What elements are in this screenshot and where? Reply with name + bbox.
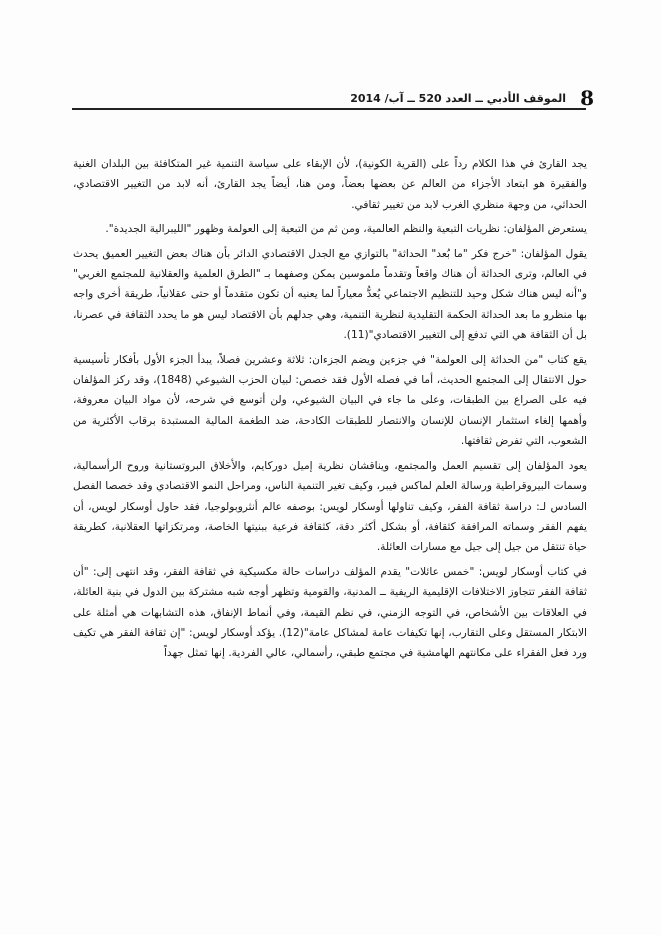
paragraph: يعود المؤلفان إلى تقسيم العمل والمجتمع، ويناقشان نظرية إميل دوركايم، والأخلاق البروتستانية وروح الرأسمالية، وسمات البيروقراطية ورسالة العلم لماكس فيبر، وكيف تغير التنمية الناس، ومراحل النمو الاقتصادي وقد خصصا الفصل السادس لـ: دراسة ثقافة الفقر، وكيف تناولها أوسكار لويس: بوصفه عالم أنثروبولوجيا، فقد حاول أوسكار لويس، أن يفهم الفقر وسماته المرافقة كثقافة، أو بشكل أكثر دقة، كثقافة فرعية ببنيتها الخاصة، ومرتكزاتها العقلانية، كطريقة حياة تنتقل من جيل إلى جيل مع مسارات العائلة. (73, 459, 587, 554)
page-number: 8 (580, 86, 594, 110)
paragraph: يقع كتاب "من الحداثة إلى العولمة" في جزءين ويضم الجزءان: ثلاثة وعشرين فصلاً، يبدأ الجزء الأول بأفكار تأسيسية حول الانتقال إلى المجتمع الحديث، أما في فصله الأول فقد خصص: لبيان الحزب الشيوعي (1848)، وقد ركز المؤلفان فيه على الصراع بين الطبقات، وعلى ما جاء في البيان الشيوعي، ولن أتوسع في شرحه، لأن مواد البيان معروفة، وأهمها إلغاء استثمار الإنسان للإنسان والانتصار للطبقات الكادحة، ضد الطغمة المالية المستبدة برقاب الأكثرية من الشعوب، التي تفرض ثقافتها. (73, 353, 587, 448)
article-body (73, 154, 587, 668)
paragraph: في كتاب أوسكار لويس: "خمس عائلات" يقدم المؤلف دراسات حالة مكسيكية في ثقافة الفقر، وقد انتهى إلى: "أن ثقافة الفقر تتجاوز الاختلافات الإقليمية الريفية ــ المدنية، والقومية وتظهر أوجه شبه مشتركة بين الدول في بنية العائلة، في العلاقات بين الأشخاص، في التوجه الزمني، في نظم القيمة، وفي أنماط الإنفاق، هذه التشابهات هي أمثلة على الابتكار المستقل وعلى التقارب، إنها تكيفات عامة لمشاكل عامة"(12). يؤكد أوسكار لويس: "إن ثقافة الفقر هي تكيف ورد فعل الفقراء على مكانتهم الهامشية في مجتمع طبقي، رأسمالي، عالي الفردية. إنها تمثل جهداً (73, 565, 587, 660)
paragraph: يستعرض المؤلفان: نظريات التبعية والنظم العالمية، ومن ثم من التبعية إلى العولمة وظهور "الليبرالية الجديدة". (105, 223, 587, 236)
paragraph: يقول المؤلفان: "خرج فكر "ما بُعد" الحداثة" بالتوازي مع الجدل الاقتصادي الدائر بأن هناك بعض التغيير العميق يحدث في العالم، وترى الحداثة أن هناك واقعاً وتقدماً ملموسين يمكن وصفهما بـ "الطرق العلمية والعقلانية للمجتمع الغربي" و"أنه ليس هناك شكل وحيد للتنظيم الاجتماعي يُعدُّ معياراً لما يعنيه أن تكون متقدماً أو حتى عقلانياً، طريقة أخرى واجه بها منظرو ما بعد الحداثة الحكمة التقليدية لنظرية التنمية، وهي جدلهم بأن الاقتصاد ليس هو ما يحدد الثقافة في عصرنا، بل أن الثقافة هي التي تدفع إلى التغيير الاقتصادي"(11). (73, 247, 587, 342)
header-rule (72, 108, 586, 110)
paragraph: يجد القارئ في هذا الكلام رداً على (القرية الكونية)، لأن الإبقاء على سياسة التنمية غير المتكافئة بين البلدان الغنية والفقيرة هو ابتعاد الأجزاء من العالم عن بعضها بعضاً، ومن هنا، أيضاً يجد القارئ، أنه لابد من التغيير الاقتصادي، الحداثي، من وجهة منظري الغرب لابد من تغيير ثقافي. (73, 158, 587, 211)
running-title: الموقف الأدبي ــ العدد 520 ــ آب/ 2014 (350, 92, 566, 105)
page-header (72, 88, 592, 110)
